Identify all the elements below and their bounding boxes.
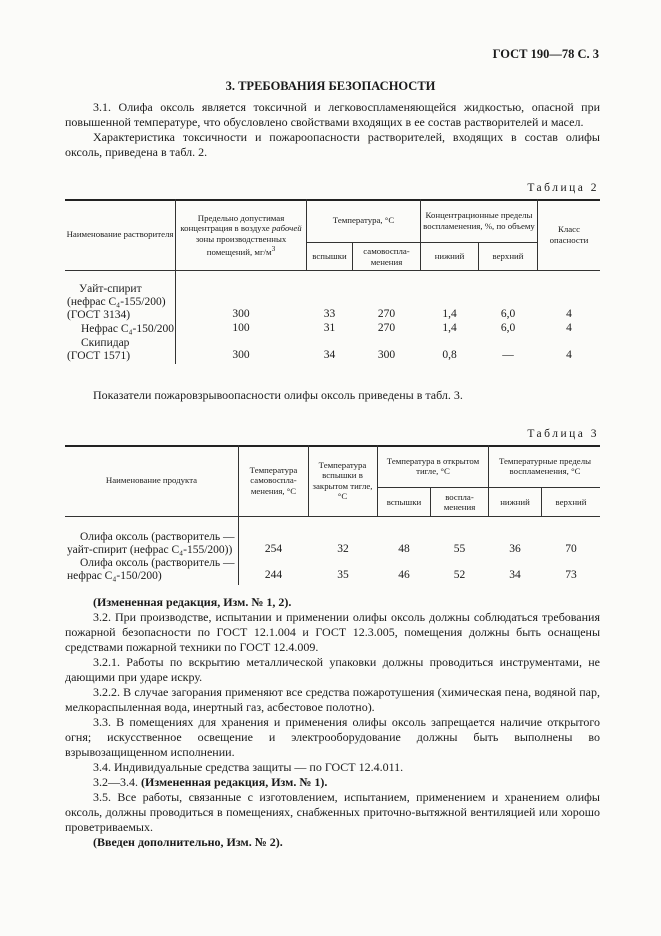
t3-r1-open-flash: 48 [398,543,410,555]
paragraph-3-4: 3.4. Индивидуальные средства защиты — по ГОСТ 12.4.011. [93,760,404,774]
t2-header-conc-low: нижний [434,251,465,262]
t2-header-pdk: Предельно допустимая концентрация в воздухе рабочей зоны производственных помещений, $мг/м^3$ [180,212,302,257]
t3-header-limits: Температурные пределы воспламенения, °С [498,455,592,476]
t2-header-flash: вспышки [312,251,347,262]
t3-header-lim-low: нижний [500,496,530,507]
t3-row2-name-1: Олифа оксоль (растворитель — [80,557,235,569]
t3-header-closed-flash: Температура вспышки в закрытом тигле, °С [312,459,373,501]
t3-r1-up: 70 [565,543,577,555]
t2-r1-auto: 270 [377,308,396,320]
t3-r2-open-flash: 46 [398,569,410,581]
t2-r3-flash: 34 [323,349,336,361]
t2-r2-flash: 31 [323,322,336,334]
table-3 [65,445,600,585]
t3-header-name: Наименование продукта [105,475,198,486]
t3-header-lim-up: верхний [555,496,587,507]
t3-row1-name-2: уайт-спирит (нефрас С₄-155/200)) [67,544,233,556]
edit-note-2: (Введен дополнительно, Изм. № 2). [93,835,283,849]
edit-note-1: (Измененная редакция, Изм. № 1, 2). [93,595,292,609]
t2-row3-name-2: (ГОСТ 1571) [67,350,131,362]
t2-header-name: Наименование растворителя [66,229,174,240]
paragraph-3-2-2: 3.2.2. В случае загорания применяют все средства пожаротушения (химическая пена, водяной пар, мелкораспыленная вода, инертный газ, асбестовое полотно). [65,685,600,714]
t3-row1-name-1: Олифа оксоль (растворитель — [80,531,235,543]
t2-r1-class: 4 [566,308,572,320]
t2-r3-class: 4 [566,349,572,361]
t2-r2-auto: 270 [377,322,396,334]
t2-r1-pdk: 300 [232,308,250,320]
t3-r2-up: 73 [565,569,577,581]
t2-r3-low: 0,8 [442,349,457,361]
t3-r2-open-ign: 52 [453,569,466,581]
paragraph-characteristics: Характеристика токсичности и пожароопасности растворителей, входящих в состав олифы оксоль, приведена в табл. 2. [65,130,600,159]
t2-r3-up: — [502,349,514,361]
t3-r2-low: 34 [509,569,521,581]
t2-header-conc-up: верхний [492,251,524,262]
t2-row3-name-1: Скипидар [81,337,130,349]
t2-row1-name-3: (ГОСТ 3134) [67,309,131,321]
t3-r2-closed: 35 [337,569,349,581]
table3-caption: Таблица 3 [527,428,599,440]
section-title: 3. ТРЕБОВАНИЯ БЕЗОПАСНОСТИ [225,79,436,93]
t2-row1-name-2: (нефрас С₄-155/200) [67,296,166,308]
t2-row1-name-1: Уайт-спирит [79,283,142,295]
paragraph-3-1: 3.1. Олифа оксоль является токсичной и легковоспламеняющейся жидкостью, опасной при повышенной температуре, что обусловлено свойствами входящих в ее состав растворителей и масел. [65,100,600,129]
t2-header-class: Класс опасности [549,224,589,245]
paragraph-table3-ref: Показатели пожаровзрывоопасности олифы оксоль приведены в табл. 3. [93,388,463,402]
t3-r2-auto: 244 [264,569,283,581]
t2-r2-pdk: 100 [232,322,250,334]
t2-r1-low: 1,4 [442,308,457,320]
t2-r1-up: 6,0 [500,308,516,320]
t2-r2-up: 6,0 [500,322,516,334]
t3-r1-open-ign: 55 [453,543,466,555]
t3-r1-low: 36 [509,543,521,555]
t2-row2-name: Нефрас С₄-150/200 [81,323,175,335]
t3-header-open-flash: вспышки [386,496,422,507]
page-header: ГОСТ 190—78 С. 3 [492,47,599,61]
t3-header-autoign: Температура самовоспла-менения, °С [249,464,298,496]
t2-header-temp: Температура, °С [332,215,395,226]
t3-header-open-ign: воспла-менения [443,491,476,512]
t2-r1-flash: 33 [323,308,336,320]
paragraph-3-2: 3.2. При производстве, испытании и применении олифы оксоль должны соблюдаться требования пожарной безопасности по ГОСТ 12.1.004 и ГОСТ 12.3.005, помещения должны быть оснащены средствами пожарной техники по ГОСТ 12.4.009. [65,610,600,654]
paragraph-3-5: 3.5. Все работы, связанные с изготовлением, испытанием, применением и хранением олифы оксоль, должны проводиться в помещениях, снабженных приточно-вытяжной вентиляцией или хорошо проветриваемых. [65,790,600,834]
t2-r3-auto: 300 [377,349,396,361]
t2-r2-class: 4 [566,322,572,334]
t3-header-open: Температура в открытом тигле, °С [386,455,480,476]
table2-caption: Таблица 2 [527,182,599,194]
t2-header-autoign: самовоспла-менения [363,246,410,267]
t3-r1-auto: 254 [264,543,283,555]
paragraph-3-2-1: 3.2.1. Работы по вскрытию металлической упаковки должны проводиться инструментами, не дающими при ударе искру. [65,655,600,684]
t3-r1-closed: 32 [337,543,349,555]
t3-row2-name-2: нефрас С₄-150/200) [67,570,162,582]
edit-note-3-2-3-4: 3.2—3.4. (Измененная редакция, Изм. № 1). [93,775,328,789]
t2-r2-low: 1,4 [442,322,457,334]
t2-r3-pdk: 300 [232,349,250,361]
table-2 [65,199,600,364]
t2-header-conc: Концентрационные пределы воспламенения, %, по объему [423,210,535,231]
paragraph-3-3: 3.3. В помещениях для хранения и применения олифы оксоль запрещается наличие открытого огня; искусственное освещение и электрооборудование должны быть выполнены во взрывозащищенном исполнении. [65,715,600,759]
